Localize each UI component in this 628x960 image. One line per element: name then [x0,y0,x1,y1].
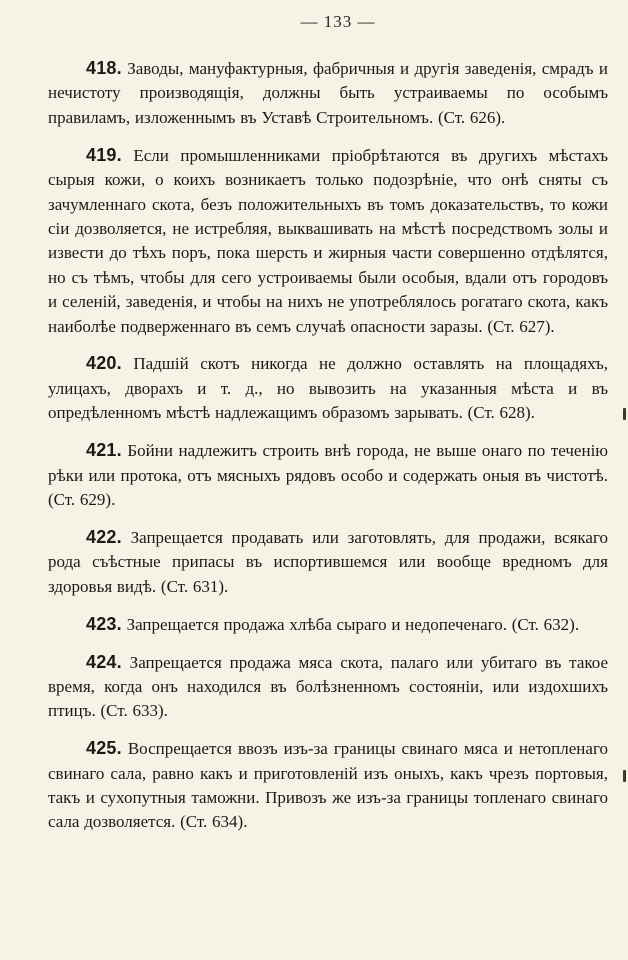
article-text: Бойни надлежитъ строить внѣ города, не выше онаго по теченію рѣки или протока, отъ мясныхъ рядовъ особо и содержать оныя въ чистотѣ. (Ст. 629). [48,441,608,509]
article-number: 418. [86,58,122,78]
article-420 [48,351,608,425]
article-423 [48,612,608,637]
article-number: 422. [86,526,122,547]
page-number: — 133 — [300,12,376,31]
article-number: 423. [86,613,122,634]
article-425 [48,736,608,835]
article-text: Если промышленниками пріобрѣтаются въ другихъ мѣстахъ сырыя кожи, о коихъ возникаетъ только подозрѣніе, что онѣ сняты съ зачумленнаго скота, безъ положительныхъ въ томъ доказательствъ, то кожи сіи дозволяется, не истребляя, выквашивать на мѣстѣ посредствомъ золы и извести до тѣхъ поръ, пока шерсть и жирныя части совершенно отдѣлятся, но съ тѣмъ, чтобы для сего устроиваемы были особыя, вдали отъ городовъ и селеній, заведенія, и чтобы на нихъ не употреблялось рогатаго скота, какъ наиболѣе подверженнаго въ семъ случаѣ опасности заразы. (Ст. 627). [48,145,609,336]
article-422 [48,525,608,599]
article-424 [48,650,608,724]
article-number: 419. [86,144,122,165]
article-number: 420. [86,353,122,374]
article-421 [48,438,608,512]
article-number: 424. [86,651,122,672]
article-text: Воспрещается ввозъ изъ-за границы свинаго мяса и нетопленаго свинаго сала, равно какъ и приготовленій изъ оныхъ, какъ чрезъ портовыя, такъ и сухопутныя таможни. Привозъ же изъ-за границы топленаго свинаго сала дозволяется. (Ст. 634). [48,739,609,832]
article-text: Запрещается продажа мяса скота, палаго или убитаго въ такое время, когда онъ находился въ болѣзненномъ состояніи, или издохшихъ птицъ. (Ст. 633). [48,652,609,721]
article-419 [48,143,608,339]
article-number: 425. [86,738,122,759]
page-edge-mark [623,770,626,782]
article-418 [48,56,608,130]
article-text: Запрещается продавать или заготовлять, для продажи, всякаго рода съѣстные припасы въ испортившемся или вообще вредномъ для здоровья видѣ. (Ст. 631). [48,527,608,596]
article-text: Запрещается продажа хлѣба сыраго и недопеченаго. (Ст. 632). [126,614,580,634]
article-text: Падшій скотъ никогда не должно оставлять на площадяхъ, улицахъ, дворахъ и т. д., но вывозить на указанныя мѣста и въ опредѣленномъ мѣстѣ надлежащимъ образомъ зарывать. (Ст. 628). [48,354,608,423]
article-number: 421. [86,440,122,461]
page-edge-mark [623,408,626,420]
article-text: Заводы, мануфактурныя, фабричныя и другія заведенія, смрадъ и нечистоту производящія, должны быть устраиваемы по особымъ правиламъ, изложеннымъ въ Уставѣ Строительномъ. (Ст. 626). [48,59,608,127]
